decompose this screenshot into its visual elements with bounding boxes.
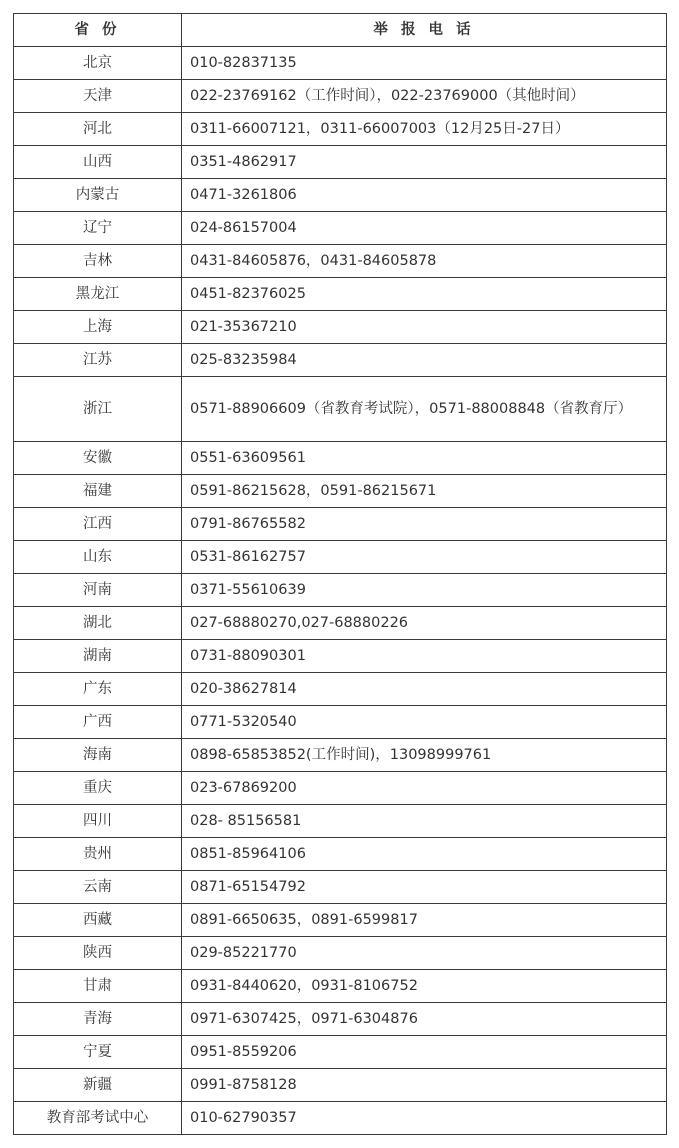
province-cell: 黑龙江 [14, 278, 182, 311]
phone-cell: 0451-82376025 [182, 278, 667, 311]
table-row [14, 146, 667, 179]
province-cell: 江西 [14, 508, 182, 541]
province-cell: 福建 [14, 475, 182, 508]
table-row [14, 871, 667, 904]
table-row [14, 1102, 667, 1135]
phone-cell: 0971-6307425，0971-6304876 [182, 1003, 667, 1036]
phone-cell: 0891-6650635，0891-6599817 [182, 904, 667, 937]
hotline-table [13, 13, 667, 1135]
province-cell: 天津 [14, 80, 182, 113]
province-cell: 山西 [14, 146, 182, 179]
province-cell: 教育部考试中心 [14, 1102, 182, 1135]
table-row [14, 640, 667, 673]
table-row [14, 772, 667, 805]
table-row [14, 904, 667, 937]
table-row [14, 673, 667, 706]
phone-cell: 0791-86765582 [182, 508, 667, 541]
province-cell: 上海 [14, 311, 182, 344]
phone-cell: 0898-65853852(工作时间)，13098999761 [182, 739, 667, 772]
province-cell: 北京 [14, 47, 182, 80]
phone-cell: 0311-66007121，0311-66007003（12月25日-27日） [182, 113, 667, 146]
table-row [14, 607, 667, 640]
table-row [14, 278, 667, 311]
province-cell: 贵州 [14, 838, 182, 871]
phone-cell: 0471-3261806 [182, 179, 667, 212]
phone-cell: 027-68880270,027-68880226 [182, 607, 667, 640]
table-row [14, 1069, 667, 1102]
province-cell: 湖南 [14, 640, 182, 673]
table-header-row [14, 14, 667, 47]
table-row [14, 508, 667, 541]
province-cell: 浙江 [14, 377, 182, 442]
phone-cell: 010-62790357 [182, 1102, 667, 1135]
province-cell: 河南 [14, 574, 182, 607]
table-row [14, 574, 667, 607]
province-cell: 内蒙古 [14, 179, 182, 212]
province-cell: 吉林 [14, 245, 182, 278]
phone-column-header: 举 报 电 话 [182, 14, 667, 47]
province-cell: 湖北 [14, 607, 182, 640]
province-cell: 西藏 [14, 904, 182, 937]
phone-cell: 0871-65154792 [182, 871, 667, 904]
province-cell: 四川 [14, 805, 182, 838]
province-cell: 甘肃 [14, 970, 182, 1003]
table-row [14, 838, 667, 871]
phone-cell: 0771-5320540 [182, 706, 667, 739]
phone-cell: 0371-55610639 [182, 574, 667, 607]
table-row [14, 739, 667, 772]
phone-cell: 021-35367210 [182, 311, 667, 344]
phone-cell: 0551-63609561 [182, 442, 667, 475]
province-cell: 海南 [14, 739, 182, 772]
phone-cell: 010-82837135 [182, 47, 667, 80]
province-column-header: 省 份 [14, 14, 182, 47]
table-row [14, 1003, 667, 1036]
phone-cell: 0931-8440620，0931-8106752 [182, 970, 667, 1003]
phone-cell: 0991-8758128 [182, 1069, 667, 1102]
province-cell: 宁夏 [14, 1036, 182, 1069]
table-row [14, 80, 667, 113]
phone-cell: 024-86157004 [182, 212, 667, 245]
phone-cell: 0731-88090301 [182, 640, 667, 673]
table-row [14, 805, 667, 838]
province-cell: 江苏 [14, 344, 182, 377]
province-cell: 青海 [14, 1003, 182, 1036]
province-cell: 重庆 [14, 772, 182, 805]
province-cell: 陕西 [14, 937, 182, 970]
province-cell: 云南 [14, 871, 182, 904]
phone-cell: 025-83235984 [182, 344, 667, 377]
phone-cell: 028- 85156581 [182, 805, 667, 838]
phone-cell: 0571-88906609（省教育考试院），0571-88008848（省教育厅） [182, 377, 667, 442]
phone-cell: 0851-85964106 [182, 838, 667, 871]
province-cell: 新疆 [14, 1069, 182, 1102]
phone-cell: 0431-84605876，0431-84605878 [182, 245, 667, 278]
table-row [14, 311, 667, 344]
table-row [14, 344, 667, 377]
table-row [14, 1036, 667, 1069]
province-cell: 安徽 [14, 442, 182, 475]
table-row [14, 113, 667, 146]
province-cell: 广西 [14, 706, 182, 739]
phone-cell: 023-67869200 [182, 772, 667, 805]
table-row [14, 706, 667, 739]
table-row [14, 47, 667, 80]
table-row [14, 541, 667, 574]
province-cell: 河北 [14, 113, 182, 146]
table-row [14, 475, 667, 508]
table-row [14, 245, 667, 278]
province-cell: 辽宁 [14, 212, 182, 245]
phone-cell: 029-85221770 [182, 937, 667, 970]
phone-cell: 022-23769162（工作时间），022-23769000（其他时间） [182, 80, 667, 113]
phone-cell: 0591-86215628，0591-86215671 [182, 475, 667, 508]
phone-cell: 0951-8559206 [182, 1036, 667, 1069]
province-cell: 山东 [14, 541, 182, 574]
table-row [14, 937, 667, 970]
phone-cell: 0531-86162757 [182, 541, 667, 574]
table-row [14, 442, 667, 475]
table-row [14, 179, 667, 212]
phone-cell: 020-38627814 [182, 673, 667, 706]
table-row [14, 377, 667, 442]
table-row [14, 212, 667, 245]
province-cell: 广东 [14, 673, 182, 706]
table-row [14, 970, 667, 1003]
phone-cell: 0351-4862917 [182, 146, 667, 179]
